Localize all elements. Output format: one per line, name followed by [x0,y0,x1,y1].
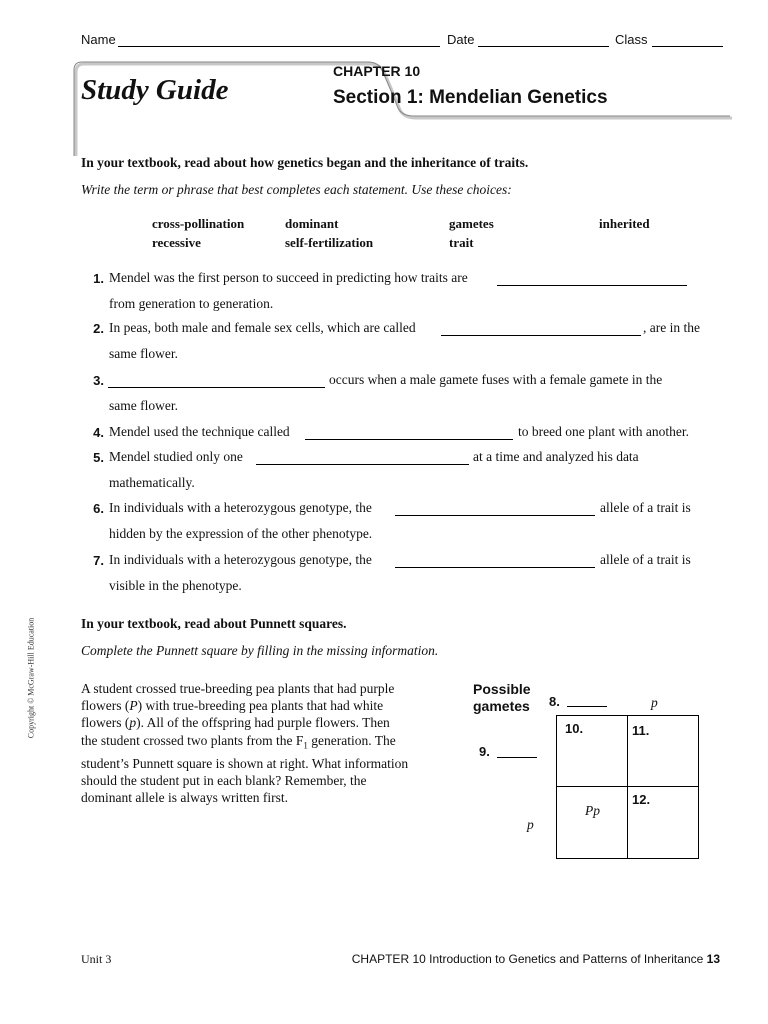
passage-line: dominant allele is always written first. [81,789,288,805]
question-continuation: visible in the phenotype. [109,578,242,593]
answer-blank[interactable] [305,425,513,440]
question-1 [88,270,728,320]
part1-instructions: Write the term or phrase that best completes each statement. Use these choices: [81,182,512,197]
answer-blank[interactable] [395,501,595,516]
chapter-label: CHAPTER 10 [333,63,421,79]
question-text: Mendel used the technique called [109,424,290,439]
date-label: Date [447,32,475,47]
cell-12-label: 12. [632,792,651,807]
question-4 [88,424,728,448]
answer-blank[interactable] [256,450,469,465]
question-text-end: at a time and analyzed his data [473,449,639,464]
question-5 [88,449,728,499]
punnett-passage [81,680,441,806]
answer-blank[interactable] [108,373,325,388]
passage-line: flowers (p). All of the offspring had purple flowers. Then [81,715,390,731]
question-3 [88,372,728,422]
question-2 [88,320,728,370]
question-text-end: , are in the [643,320,700,335]
grid-divider-vertical [627,716,628,858]
question-number: 3. [93,373,104,388]
choice-item: self-fertilization [285,235,374,250]
part2-instructions: Complete the Punnett square by filling in the missing information. [81,643,439,658]
question-number: 1. [93,271,104,286]
question-6 [88,500,728,550]
name-field[interactable] [118,46,440,47]
class-field[interactable] [652,46,723,47]
passage-line: should the student put in each blank? Remember, the [81,772,367,788]
passage-line: student’s Punnett square is shown at right. What information [81,755,409,771]
cell-11-label: 11. [632,723,650,738]
question-text: In individuals with a heterozygous genotype, the [109,552,372,567]
answer-blank[interactable] [441,321,641,336]
date-field[interactable] [478,46,609,47]
question-text: In peas, both male and female sex cells, which are called [109,320,416,335]
part2-intro: In your textbook, read about Punnett squares. [81,616,347,631]
part1-intro: In your textbook, read about how genetics began and the inheritance of traits. [81,155,529,170]
answer-blank[interactable] [497,271,687,286]
possible-gametes-label: Possible gametes [473,681,531,714]
gamete-blank-8[interactable] [567,706,607,707]
question-continuation: mathematically. [109,475,195,490]
choice-item: cross-pollination [152,216,245,231]
choice-item: gametes [449,216,494,231]
question-text-end: allele of a trait is [600,552,691,567]
choice-item: dominant [285,216,339,231]
question-text: In individuals with a heterozygous genotype, the [109,500,372,515]
gamete-blank-9[interactable] [497,757,537,758]
question-number: 4. [93,425,104,440]
gamete-label-8: 8. [549,694,560,709]
question-text-end: to breed one plant with another. [518,424,689,439]
question-number: 6. [93,501,104,516]
question-7 [88,552,728,602]
footer-chapter-text: CHAPTER 10 Introduction to Genetics and Patterns of Inheritance [351,952,704,966]
question-continuation: same flower. [109,398,178,413]
name-label: Name [81,32,116,47]
question-text: Mendel was the first person to succeed in predicting how traits are [109,270,468,285]
question-continuation: from generation to generation. [109,296,274,311]
section-title: Section 1: Mendelian Genetics [333,87,608,108]
punnett-square [556,715,699,859]
question-text-end: allele of a trait is [600,500,691,515]
gamete-label-9: 9. [479,744,490,759]
gamete-top-right: p [651,695,658,710]
question-number: 7. [93,553,104,568]
cell-10-label: 10. [565,721,584,736]
gamete-left-bottom: p [527,817,534,832]
choice-item: recessive [152,235,201,250]
question-continuation: same flower. [109,346,178,361]
choice-item: trait [449,235,474,250]
page-number: 13 [706,952,720,966]
question-number: 5. [93,450,104,465]
question-number: 2. [93,321,104,336]
study-guide-title: Study Guide [81,74,229,106]
passage-line: the student crossed two plants from the $F_1$ generation. The [81,732,396,751]
copyright-notice: Copyright © McGraw-Hill Education [26,617,36,739]
cell-pp-value: Pp [585,803,600,818]
passage-line: A student crossed true-breeding pea plants that had purple [81,681,395,696]
question-text-end: occurs when a male gamete fuses with a female gamete in the [329,372,663,387]
footer-unit: Unit 3 [81,952,112,966]
choice-item: inherited [599,216,650,231]
question-text: Mendel studied only one [109,449,243,464]
grid-divider-horizontal [557,786,698,787]
footer-chapter [352,952,720,966]
class-label: Class [615,32,648,47]
question-continuation: hidden by the expression of the other phenotype. [109,526,373,541]
passage-line: flowers (P) with true-breeding pea plants that had white [81,698,384,714]
answer-blank[interactable] [395,553,595,568]
